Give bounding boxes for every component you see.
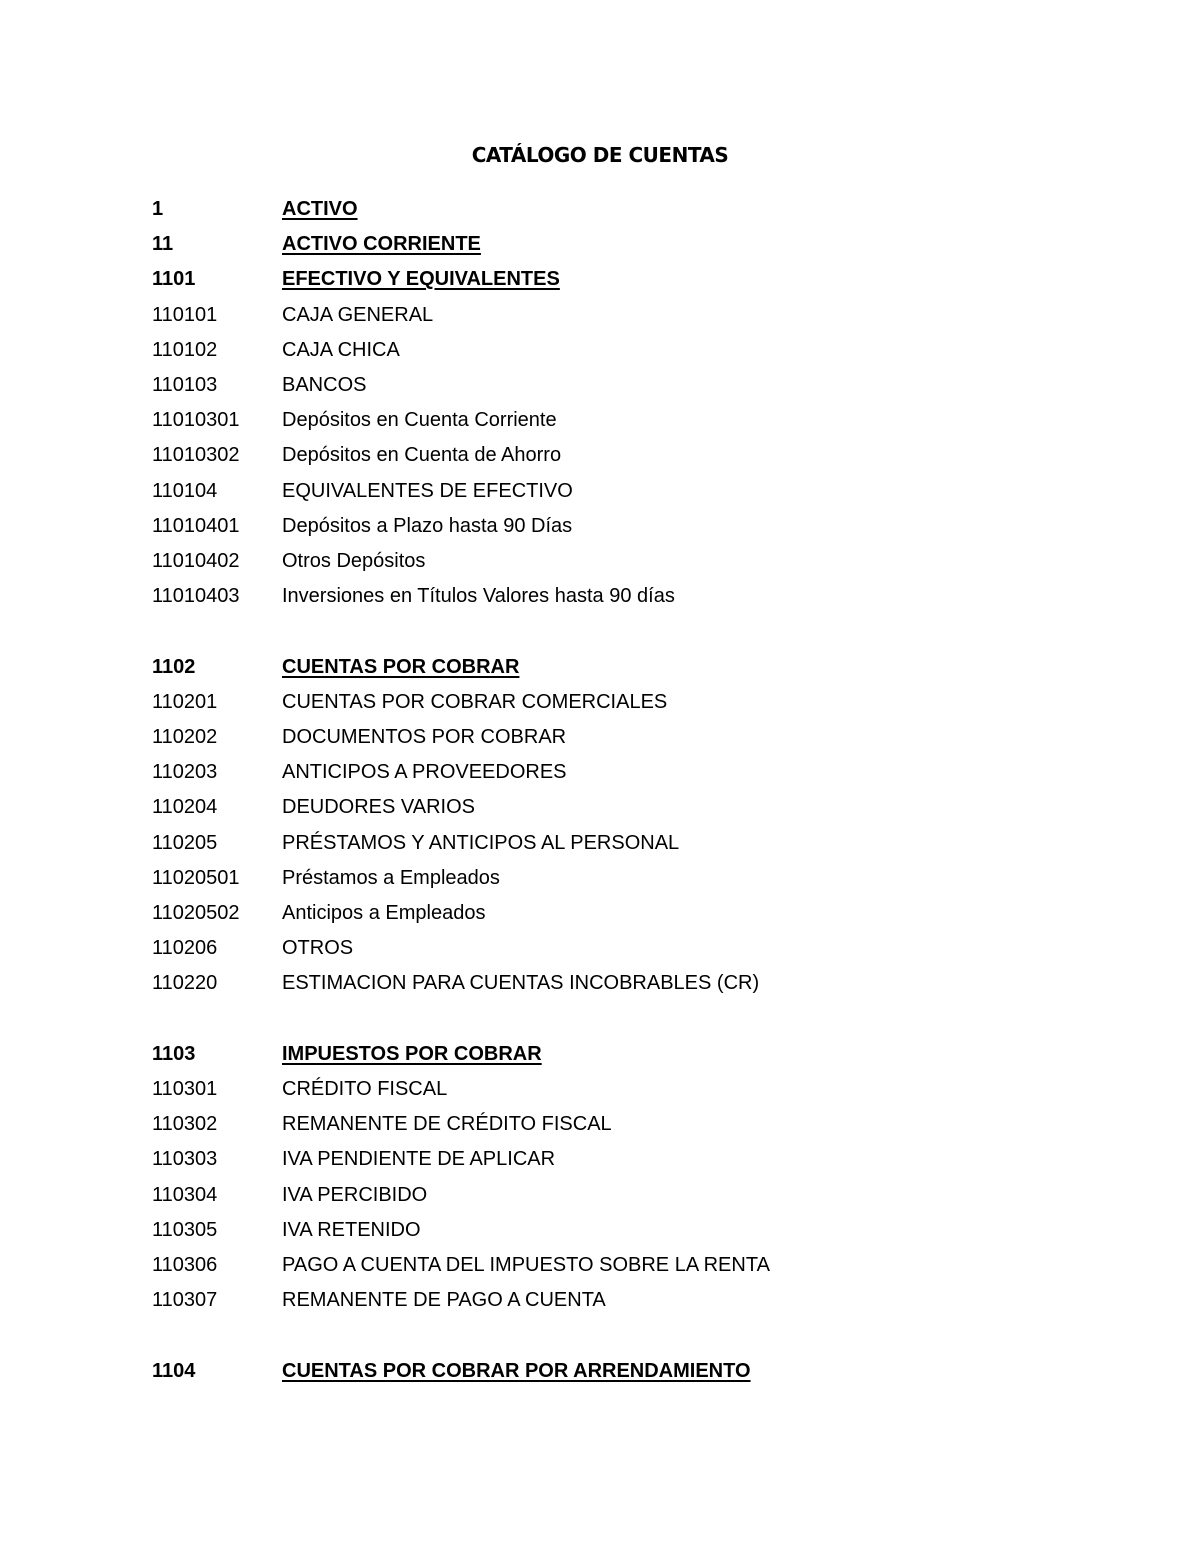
account-code: 110104 xyxy=(152,480,218,502)
account-name: REMANENTE DE CRÉDITO FISCAL xyxy=(282,1113,612,1135)
account-code: 110205 xyxy=(152,832,218,854)
document-title: CATÁLOGO DE CUENTAS xyxy=(471,143,729,167)
account-code: 1101 xyxy=(152,268,196,290)
account-code: 110307 xyxy=(152,1289,218,1311)
account-name: IMPUESTOS POR COBRAR xyxy=(282,1043,542,1065)
account-name: REMANENTE DE PAGO A CUENTA xyxy=(282,1289,606,1311)
account-code: 11010402 xyxy=(152,550,240,572)
account-name: CUENTAS POR COBRAR COMERCIALES xyxy=(282,691,668,713)
account-code: 110102 xyxy=(152,339,218,361)
account-code: 110306 xyxy=(152,1254,218,1276)
account-name: IVA PENDIENTE DE APLICAR xyxy=(282,1148,556,1170)
account-name: Otros Depósitos xyxy=(282,550,426,572)
account-code: 110202 xyxy=(152,726,218,748)
account-name: Depósitos en Cuenta de Ahorro xyxy=(282,444,562,466)
account-name: CRÉDITO FISCAL xyxy=(282,1078,448,1100)
account-name: CUENTAS POR COBRAR POR ARRENDAMIENTO xyxy=(282,1360,751,1382)
account-name: BANCOS xyxy=(282,374,367,396)
account-name: ANTICIPOS A PROVEEDORES xyxy=(282,761,567,783)
account-code: 110304 xyxy=(152,1184,218,1206)
account-name: CUENTAS POR COBRAR xyxy=(282,656,520,678)
account-code: 110206 xyxy=(152,937,218,959)
account-name: Depósitos en Cuenta Corriente xyxy=(282,409,557,431)
account-code: 110204 xyxy=(152,796,218,818)
account-name: CAJA GENERAL xyxy=(282,304,434,326)
account-code: 110103 xyxy=(152,374,218,396)
account-name: PRÉSTAMOS Y ANTICIPOS AL PERSONAL xyxy=(282,832,680,854)
account-name: DEUDORES VARIOS xyxy=(282,796,475,818)
account-code: 11010401 xyxy=(152,515,240,537)
account-name: Préstamos a Empleados xyxy=(282,867,500,889)
account-code: 1103 xyxy=(152,1043,196,1065)
account-code: 11010403 xyxy=(152,585,240,607)
account-name: OTROS xyxy=(282,937,354,959)
account-code: 110101 xyxy=(152,304,218,326)
account-name: Anticipos a Empleados xyxy=(282,902,486,924)
account-name: ACTIVO xyxy=(282,198,358,220)
account-code: 11 xyxy=(152,233,174,255)
account-code: 110201 xyxy=(152,691,218,713)
account-name: PAGO A CUENTA DEL IMPUESTO SOBRE LA RENTA xyxy=(282,1254,770,1276)
account-code: 110301 xyxy=(152,1078,218,1100)
account-name: Inversiones en Títulos Valores hasta 90 días xyxy=(282,585,675,607)
account-code: 11020501 xyxy=(152,867,240,889)
account-code: 110220 xyxy=(152,972,218,994)
account-name: IVA PERCIBIDO xyxy=(282,1184,428,1206)
account-name: ESTIMACION PARA CUENTAS INCOBRABLES (CR) xyxy=(282,972,760,994)
account-name: EQUIVALENTES DE EFECTIVO xyxy=(282,480,573,502)
account-name: IVA RETENIDO xyxy=(282,1219,421,1241)
account-name: CAJA CHICA xyxy=(282,339,400,361)
account-name: Depósitos a Plazo hasta 90 Días xyxy=(282,515,573,537)
account-name: ACTIVO CORRIENTE xyxy=(282,233,481,255)
account-code: 1102 xyxy=(152,656,196,678)
account-code: 110302 xyxy=(152,1113,218,1135)
account-code: 1104 xyxy=(152,1360,196,1382)
account-code: 1 xyxy=(152,198,164,220)
account-name: EFECTIVO Y EQUIVALENTES xyxy=(282,268,560,290)
account-code: 110203 xyxy=(152,761,218,783)
account-code: 110303 xyxy=(152,1148,218,1170)
account-code: 11010302 xyxy=(152,444,240,466)
account-code: 11010301 xyxy=(152,409,240,431)
account-name: DOCUMENTOS POR COBRAR xyxy=(282,726,567,748)
account-code: 110305 xyxy=(152,1219,218,1241)
account-code: 11020502 xyxy=(152,902,240,924)
